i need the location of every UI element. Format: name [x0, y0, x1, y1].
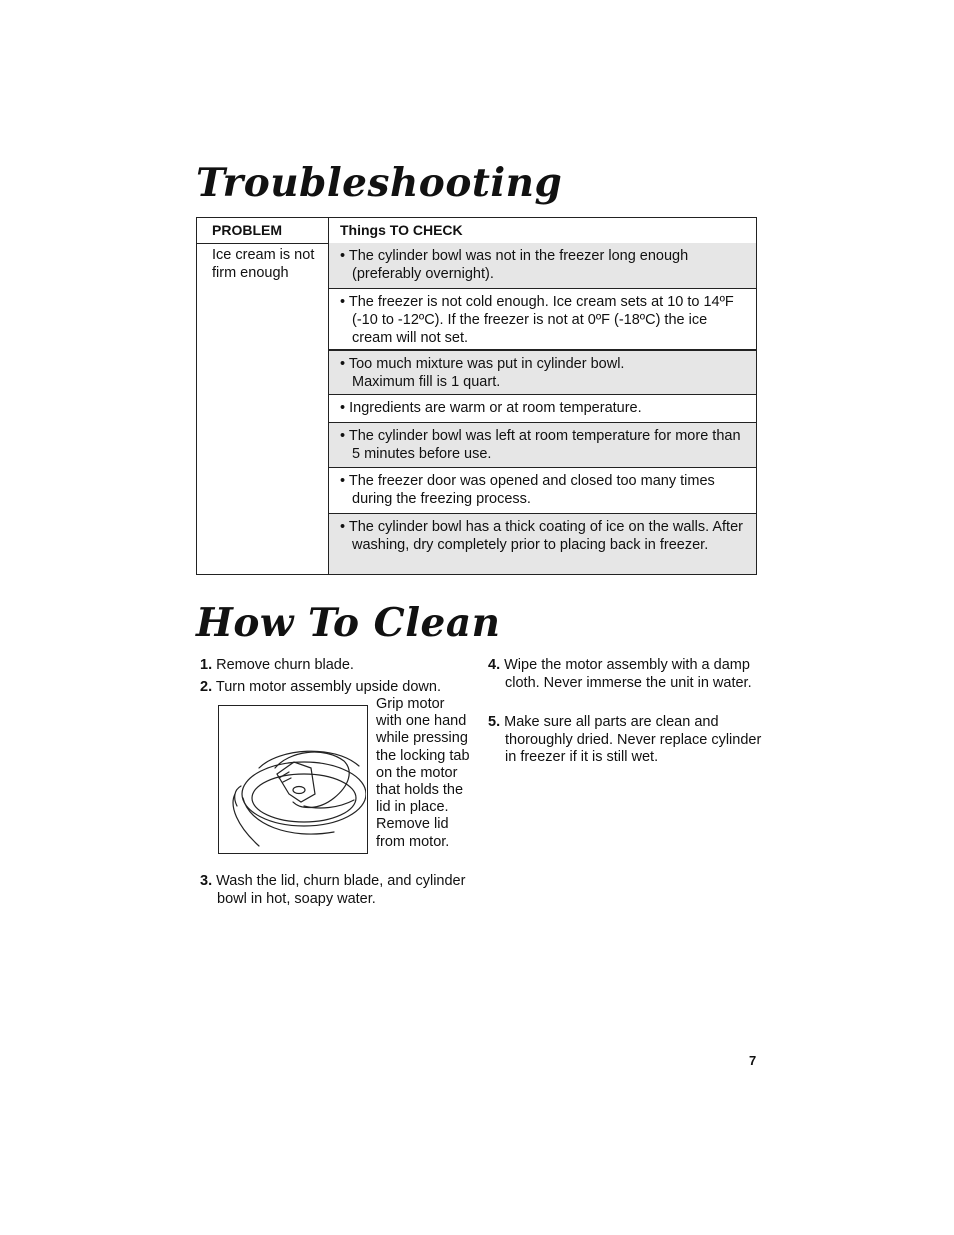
check-text: • Ingredients are warm or at room temperature.	[340, 400, 642, 416]
check-row	[329, 395, 756, 423]
step-number: 5.	[488, 714, 501, 730]
clean-step	[200, 873, 487, 908]
step-text: Turn motor assembly upside down.	[215, 679, 441, 695]
header-problem: PROBLEM	[212, 222, 282, 238]
clean-step	[488, 714, 765, 767]
step-text: Make sure all parts are clean and thoroughly dried. Never replace cylinder in freezer if it is still wet.	[504, 714, 762, 765]
illustration-box	[218, 705, 368, 854]
step-continued-text: Grip motor with one hand while pressing the locking tab on the motor that holds the lid in place. Remove lid from motor.	[376, 696, 470, 850]
check-text: • The freezer is not cold enough. Ice cream sets at 10 to 14ºF (-10 to -12ºC). If the freezer is not at 0ºF (-18ºC) the ice cream will not set.	[340, 294, 734, 346]
check-text: • Too much mixture was put in cylinder bowl.	[340, 356, 625, 372]
check-row	[329, 468, 756, 514]
hand-lid-illustration	[219, 706, 366, 852]
clean-step	[200, 679, 470, 697]
check-row	[329, 423, 756, 468]
troubleshooting-table	[196, 217, 757, 575]
check-text: • The cylinder bowl has a thick coating of ice on the walls. After washing, dry completely prior to placing back in freezer.	[340, 519, 743, 553]
clean-step	[488, 657, 765, 692]
step-text: Wipe the motor assembly with a damp cloth. Never immerse the unit in water.	[504, 657, 752, 691]
check-text: • The cylinder bowl was not in the freezer long enough (preferably overnight).	[340, 248, 689, 282]
problem-cell: Ice cream is not firm enough	[212, 247, 315, 281]
clean-step	[200, 657, 470, 675]
page-number: 7	[749, 1053, 757, 1068]
check-text: Maximum fill is 1 quart.	[352, 374, 501, 390]
step-number: 2.	[200, 679, 213, 695]
how-to-clean-title: How To Clean	[196, 600, 501, 646]
thumb	[235, 786, 241, 806]
check-row	[329, 514, 756, 574]
troubleshooting-title: Troubleshooting	[196, 160, 563, 206]
bowl-side	[243, 798, 334, 834]
check-row	[329, 289, 756, 350]
locking-tab	[293, 787, 305, 794]
step-number: 1.	[200, 657, 213, 673]
bowl-rim	[242, 762, 366, 826]
step-number: 4.	[488, 657, 501, 673]
step-text: Wash the lid, churn blade, and cylinder bowl in hot, soapy water.	[216, 873, 466, 907]
check-row	[329, 243, 756, 289]
check-text: • The freezer door was opened and closed too many times during the freezing process.	[340, 473, 715, 507]
bowl-inner	[252, 774, 356, 822]
check-row	[329, 350, 756, 395]
step-text: Remove churn blade.	[216, 657, 354, 673]
check-text: • The cylinder bowl was left at room temperature for more than 5 minutes before use.	[340, 428, 741, 462]
header-things-to-check: Things TO CHECK	[340, 222, 463, 238]
step-number: 3.	[200, 873, 213, 889]
table-header	[197, 218, 756, 244]
supporting-hand	[233, 794, 259, 846]
